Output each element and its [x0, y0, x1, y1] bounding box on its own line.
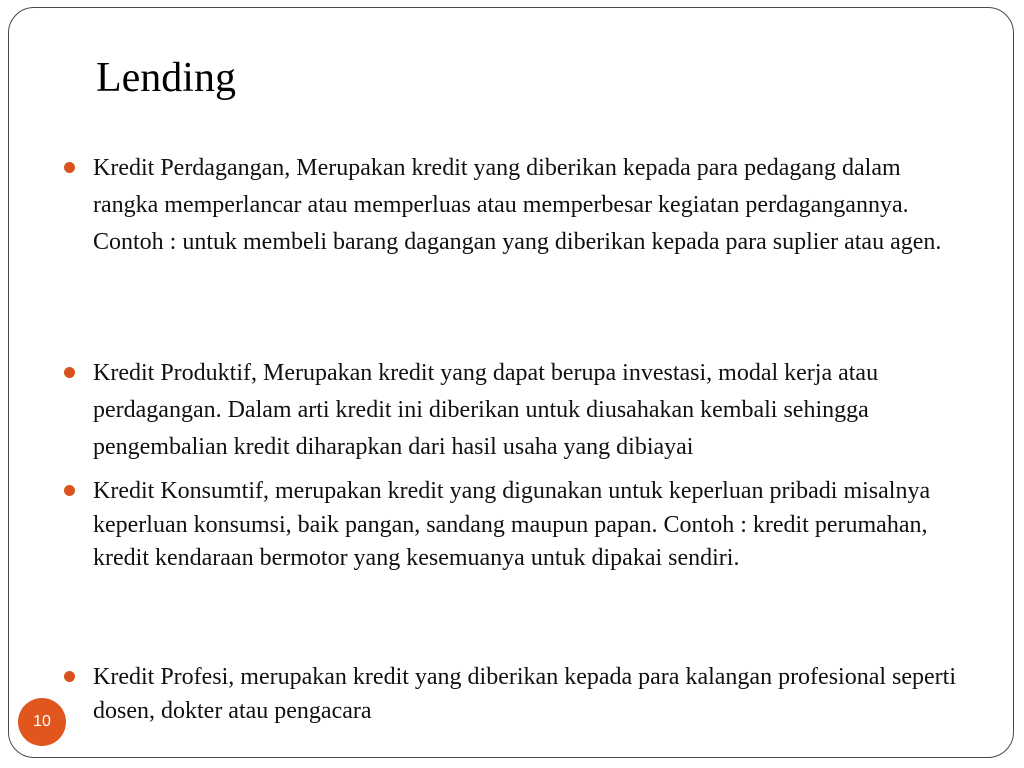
- bullet-dot-icon: [64, 671, 75, 682]
- bullet-text: Kredit Profesi, merupakan kredit yang diberikan kepada para kalangan profesional seperti dosen, dokter atau pengacara: [93, 664, 957, 724]
- bullet-item-kredit-konsumtif: [93, 475, 969, 576]
- bullet-dot-icon: [64, 162, 75, 173]
- bullet-item-kredit-profesi: [93, 661, 969, 728]
- bullet-text: Kredit Produktif, Merupakan kredit yang dapat berupa investasi, modal kerja atau perdagangan. Dalam arti kredit ini diberikan untuk diusahakan kembali sehingga pengembalian kredit diharapkan dari hasil usaha yang dibiayai: [93, 360, 879, 460]
- bullet-text: Kredit Perdagangan, Merupakan kredit yang diberikan kepada para pedagang dalam rangka memperlancar atau memperluas atau memperbesar kegiatan perdagangannya. Contoh : untuk membeli barang dagangan yang diberikan kepada para suplier atau agen.: [93, 155, 942, 255]
- bullet-item-kredit-perdagangan: [93, 150, 969, 261]
- bullet-dot-icon: [64, 485, 75, 496]
- page-number-badge: 10: [18, 698, 66, 746]
- bullet-item-kredit-produktif: [93, 355, 969, 466]
- bullet-text: Kredit Konsumtif, merupakan kredit yang digunakan untuk keperluan pribadi misalnya keperluan konsumsi, baik pangan, sandang maupun papan. Contoh : kredit perumahan, kredit kendaraan bermotor yang kesemuanya untuk dipakai sendiri.: [93, 478, 931, 571]
- slide-title: Lending: [96, 55, 236, 101]
- bullet-dot-icon: [64, 367, 75, 378]
